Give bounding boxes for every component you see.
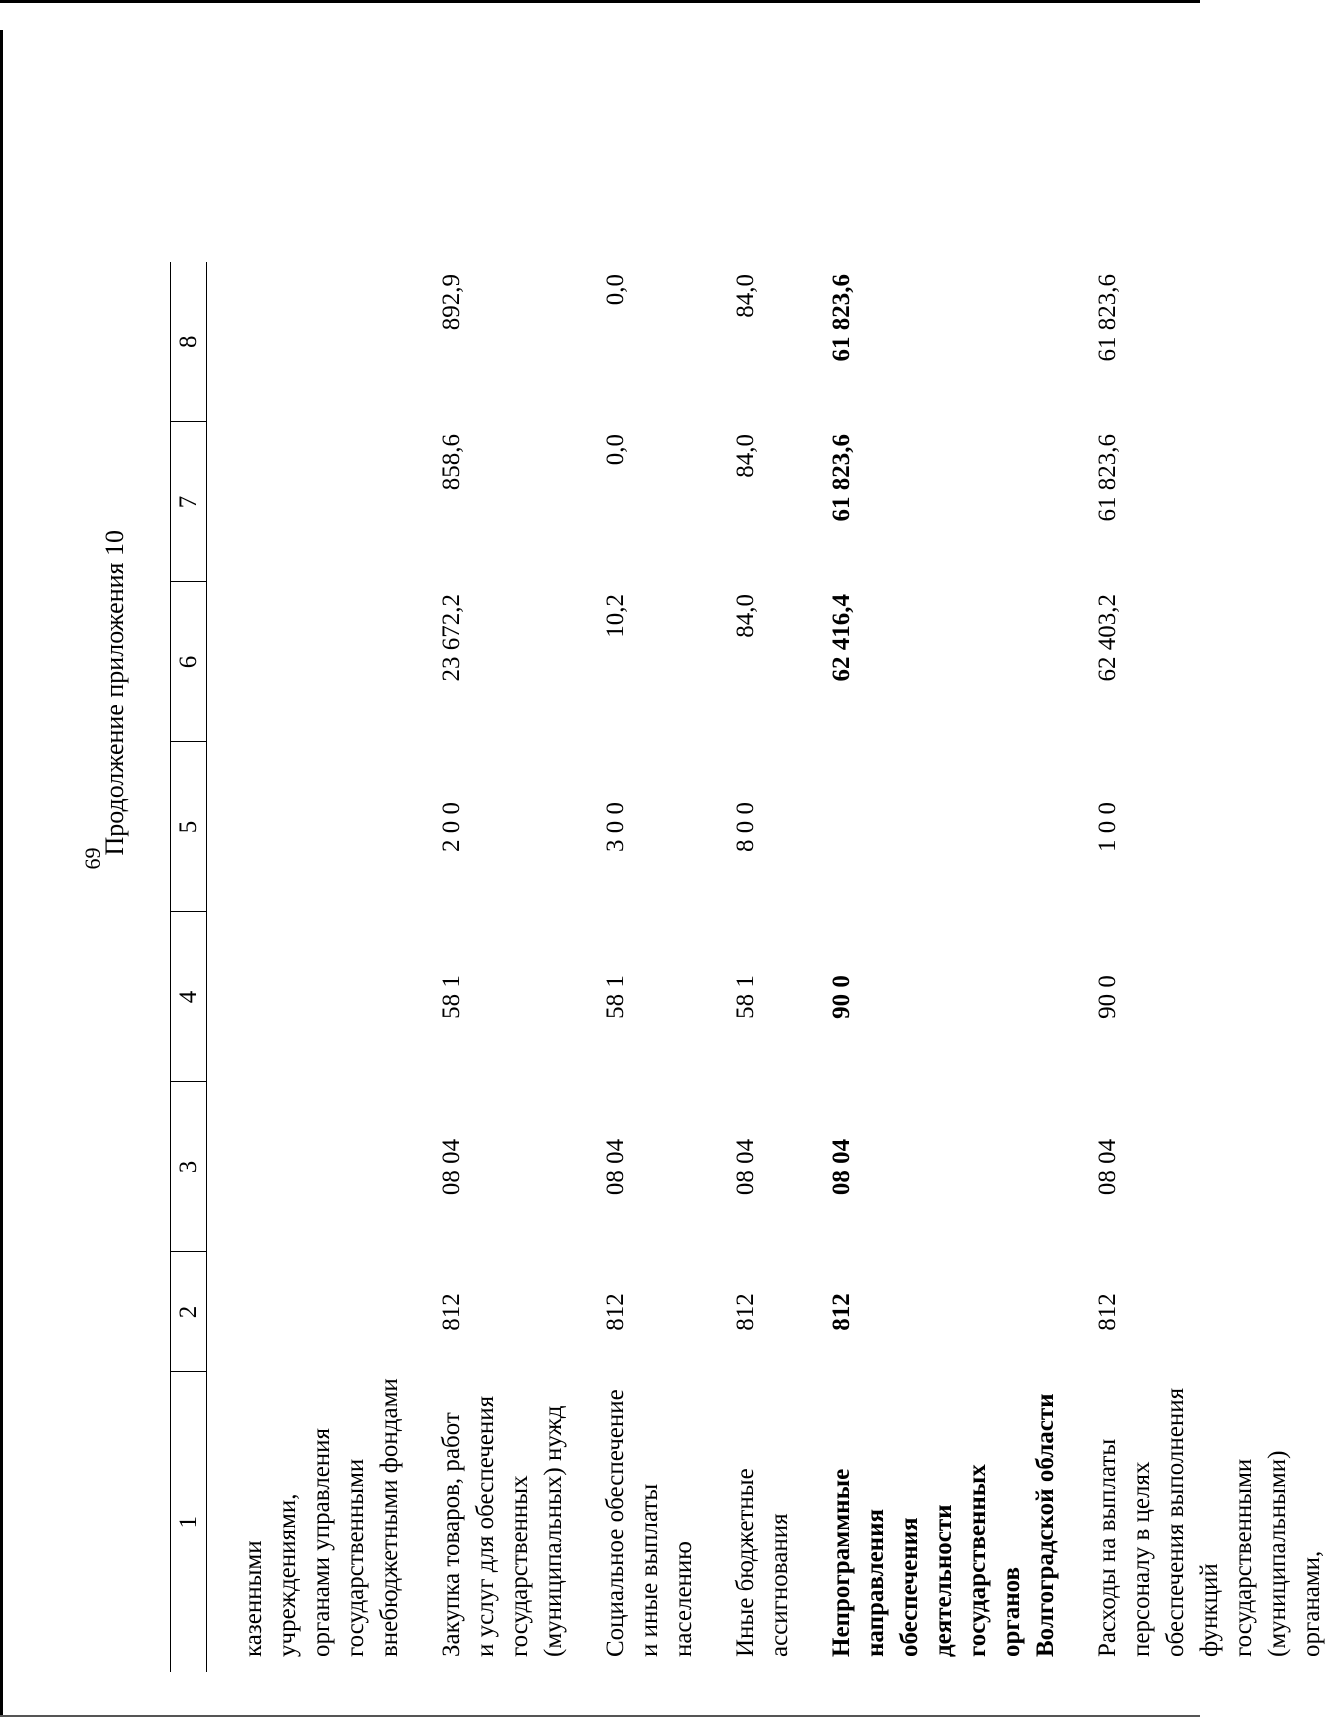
table-header-row	[171, 262, 207, 1672]
cell-col7: 858,6	[438, 434, 465, 491]
cell-col8: 61 823,6	[828, 274, 855, 362]
cell-col6	[207, 582, 408, 742]
cell-col4: 58 1	[732, 975, 759, 1019]
row-name-cell	[701, 1372, 797, 1672]
cell-col7: 84,0	[732, 434, 759, 478]
row-name-line: органами управления	[308, 1427, 335, 1657]
cell-col8: 61 823,6	[1094, 274, 1121, 362]
row-name-cell	[571, 1372, 701, 1672]
cell-col5: 3 0 0	[602, 802, 629, 852]
cell-col4	[207, 912, 408, 1082]
row-name-line: внебюджетными фондами	[376, 1378, 403, 1657]
row-name-line: (муниципальных) нужд	[540, 1405, 567, 1657]
cell-col4: 90 0	[828, 975, 855, 1019]
budget-table	[170, 262, 1329, 1672]
row-name-line: (муниципальными) органами,	[1264, 1450, 1325, 1657]
cell-col2: 812	[438, 1293, 465, 1331]
cell-col7	[207, 422, 408, 582]
row-name-line: направления обеспечения	[862, 1508, 923, 1657]
cell-col6: 23 672,2	[438, 594, 465, 682]
cell-col6: 62 416,4	[828, 594, 855, 682]
cell-col5	[797, 742, 1063, 912]
row-name-line: Волгоградской области	[1032, 1393, 1059, 1657]
cell-col7: 61 823,6	[828, 434, 855, 522]
cell-col8: 0,0	[602, 274, 629, 306]
cell-col2	[207, 1252, 408, 1372]
column-header: 7	[171, 422, 207, 582]
row-name-cell	[207, 1372, 408, 1672]
cell-col7: 61 823,6	[1094, 434, 1121, 522]
cell-col7: 0,0	[602, 434, 629, 466]
cell-col8	[207, 262, 408, 422]
row-name-line: государственными	[342, 1458, 369, 1657]
row-name-line: обеспечения выполнения	[1162, 1387, 1189, 1657]
column-header: 2	[171, 1252, 207, 1372]
table-row	[571, 262, 701, 1672]
table-row	[407, 262, 571, 1672]
cell-col8: 84,0	[732, 274, 759, 318]
cell-col6: 10,2	[602, 594, 629, 638]
row-name-line: Непрограммные	[828, 1468, 855, 1657]
cell-col5: 1 0 0	[1094, 802, 1121, 852]
row-name-line: Расходы на выплаты	[1094, 1438, 1121, 1657]
column-header: 5	[171, 742, 207, 912]
cell-col3: 08 04	[438, 1138, 465, 1196]
cell-col3: 08 04	[828, 1138, 855, 1196]
table-row	[797, 262, 1063, 1672]
row-name-line: Закупка товаров, работ	[438, 1412, 465, 1657]
cell-col8: 892,9	[438, 274, 465, 331]
table-row	[1063, 262, 1329, 1672]
row-name-line: государственных	[506, 1475, 533, 1657]
column-header: 8	[171, 262, 207, 422]
row-name-cell	[797, 1372, 1063, 1672]
cell-col2: 812	[732, 1293, 759, 1331]
cell-col3: 08 04	[732, 1138, 759, 1196]
cell-col4: 58 1	[602, 975, 629, 1019]
column-header: 3	[171, 1082, 207, 1252]
row-name-line: Социальное обеспечение	[602, 1389, 629, 1657]
cell-col5: 8 0 0	[732, 802, 759, 852]
cell-col3: 08 04	[602, 1138, 629, 1196]
cell-col4: 58 1	[438, 975, 465, 1019]
row-name-cell	[407, 1372, 571, 1672]
cell-col6: 62 403,2	[1094, 594, 1121, 682]
row-name-line: Иные бюджетные	[732, 1468, 759, 1657]
row-name-line: персоналу в целях	[1128, 1461, 1155, 1657]
row-name-cell	[1063, 1372, 1329, 1672]
column-header: 1	[171, 1372, 207, 1672]
row-name-line: казенными учреждениями,	[240, 1493, 301, 1657]
table-row	[207, 262, 408, 1672]
row-name-line: и услуг для обеспечения	[472, 1395, 499, 1657]
row-name-line: функций государственными	[1196, 1458, 1257, 1657]
page-number: 69	[80, 847, 105, 870]
row-name-line: государственных органов	[964, 1464, 1025, 1657]
cell-col5	[207, 742, 408, 912]
row-name-line: и иные выплаты населению	[636, 1483, 697, 1657]
cell-col3	[207, 1082, 408, 1252]
cell-col4: 90 0	[1094, 975, 1121, 1019]
table-row	[701, 262, 797, 1672]
cell-col2: 812	[828, 1293, 855, 1331]
appendix-continuation-note: Продолжение приложения 10	[100, 530, 129, 856]
cell-col2: 812	[1094, 1293, 1121, 1331]
cell-col3: 08 04	[1094, 1138, 1121, 1196]
cell-col6: 84,0	[732, 594, 759, 638]
column-header: 4	[171, 912, 207, 1082]
row-name-line: деятельности	[930, 1504, 957, 1657]
cell-col5: 2 0 0	[438, 802, 465, 852]
cell-col2: 812	[602, 1293, 629, 1331]
column-header: 6	[171, 582, 207, 742]
row-name-line: ассигнования	[766, 1513, 793, 1657]
